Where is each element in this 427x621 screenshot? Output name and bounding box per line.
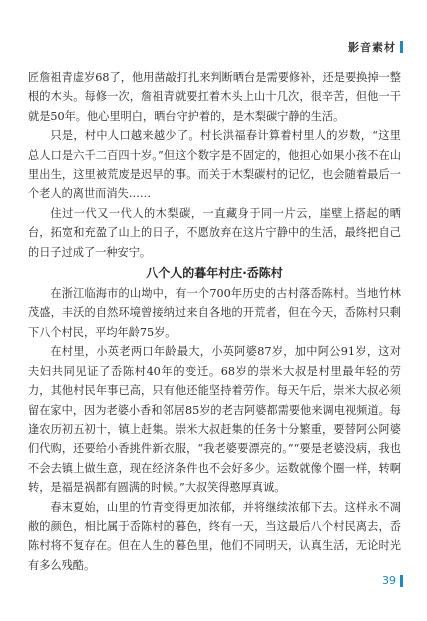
section-label-text: 影音素材 bbox=[348, 41, 396, 54]
paragraph: 在村里，小英老两口年龄最大，小英阿婆87岁，加中阿公91岁，这对夫妇共同见证了岙陈村40年的变迁。68岁的崇米大叔是村里最年轻的劳力，其他村民年事已高，只有他还能坚持着劳作。每天午后，崇米大叔必须留在家中，因为老婆小香和邻居85岁的老吉阿婆都需要他来调电视频道。每逢农历初五初十，镇上赶集。崇米大叔赶集的任务十分繁重，要替阿公阿婆们代购，还要给小香挑件新衣服，“我老婆要漂亮的。”“要是老婆没病，我也不会去镇上做生意，现在经济条件也不会好多少。运数就像个圈一样，转啊转，是福是祸都有圆满的时候。”大叔笑得憨厚真诚。 bbox=[28, 345, 401, 495]
article-body bbox=[28, 68, 401, 575]
paragraph: 在浙江临海市的山坳中，有一个700年历史的古村落岙陈村。当地竹林茂盛，丰沃的自然环境曾接纳过来自各地的开荒者，但在今天，岙陈村只剩下八个村民，平均年龄75岁。 bbox=[28, 287, 401, 339]
paragraph: 春末夏始，山里的竹青变得更加浓郁，并将继续浓郁下去。这样永不凋敝的颜色，相比属于岙陈村的暮色，终有一天，当这最后八个村民离去，岙陈村将不复存在。但在人生的暮色里，他们不同明天，认真生活，无论时光有多么残酷。 bbox=[28, 500, 401, 572]
page-header bbox=[0, 0, 427, 58]
paragraph: 匠詹祖青虚岁68了，他用凿敲打扎来判断晒台是需要修补，还是要换掉一整根的木头。每修一次，詹祖青就要扛着木头上山十几次，很辛苦，但他一干就是50年。他心里明白，晒台守护着的，是木梨碳宁静的生活。 bbox=[28, 71, 401, 123]
section-label bbox=[348, 39, 403, 55]
footer-accent-bar bbox=[400, 575, 403, 587]
paragraph: 只是，村中人口越来越少了。村长洪福春计算着村里人的岁数，“这里总人口是六千二百四十岁。”但这个数字是不固定的，他担心如果小孩不在山里出生，这里被荒废是迟早的事。而关于木梨碳村的记忆，也会随着最后一个老人的离世而消失…… bbox=[28, 129, 401, 201]
section-accent-bar bbox=[400, 41, 403, 53]
paragraph: 住过一代又一代人的木梨碳，一直藏身于同一片云，崖壁上搭起的晒台，拓宽和充盈了山上的日子，不愿放弃在这片宁静中的生活，最终把自己的日子过成了一种安宁。 bbox=[28, 206, 401, 259]
page-footer bbox=[382, 574, 403, 587]
page-number: 39 bbox=[382, 574, 396, 587]
section-heading: 八个人的暮年村庄·岙陈村 bbox=[146, 266, 283, 281]
